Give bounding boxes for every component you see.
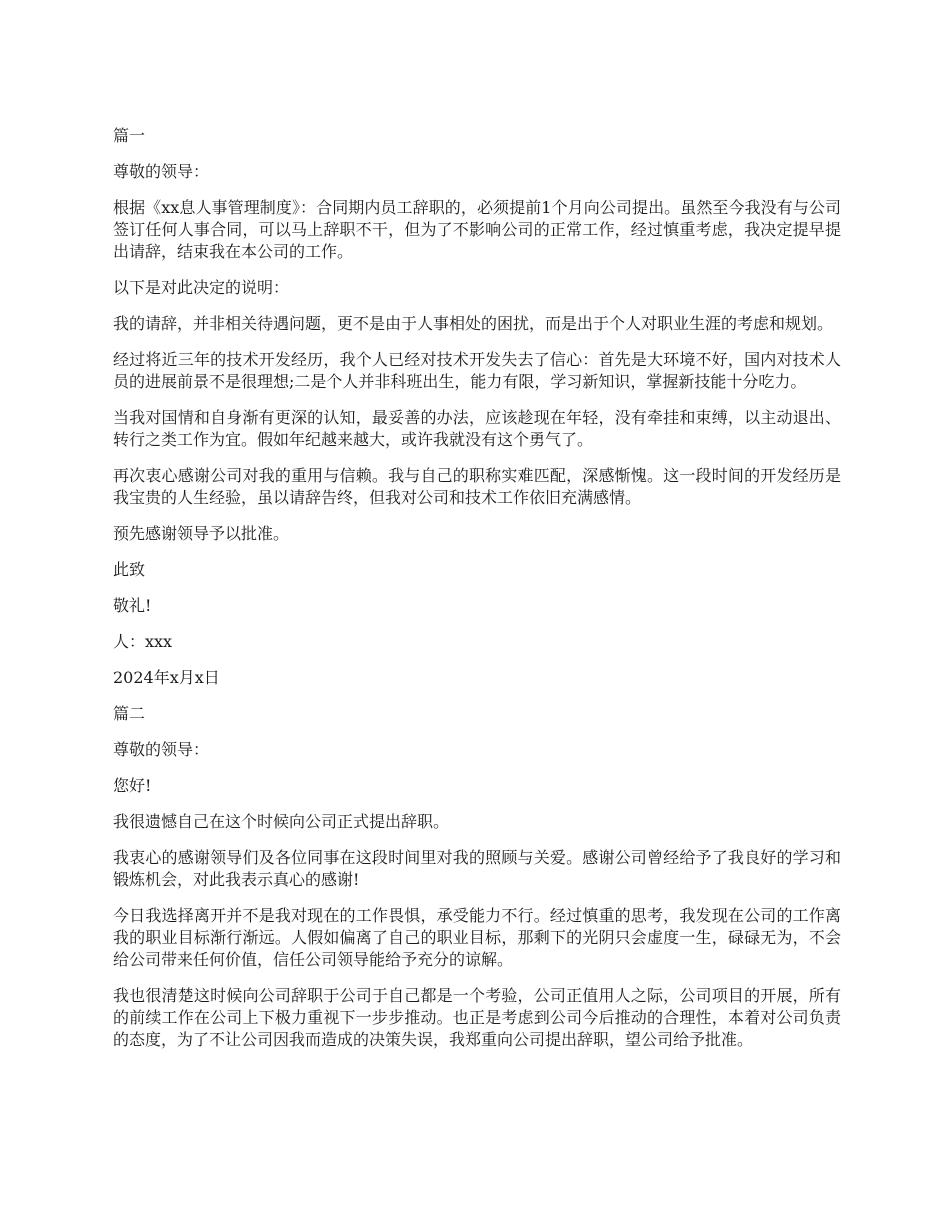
paragraph: 今日我选择离开并不是我对现在的工作畏惧，承受能力不行。经过慎重的思考，我发现在公司的工作离我的职业目标渐行渐远。人假如偏离了自己的职业目标，那剩下的光阴只会虚度一生，碌碌无为，不会给公司带来任何价值，信任公司领导能给予充分的谅解。 <box>113 906 841 969</box>
signature-name: 人：xxx <box>113 632 173 651</box>
paragraph: 我很遗憾自己在这个时候向公司正式提出辞职。 <box>113 812 450 831</box>
signature-date: 2024年x月x日 <box>113 668 220 687</box>
section-heading-1: 篇一 <box>113 126 146 145</box>
closing-line: 此致 <box>113 560 146 579</box>
section-heading-2: 篇二 <box>113 704 146 723</box>
greeting: 您好! <box>113 776 152 795</box>
paragraph: 根据《xx息人事管理制度》：合同期内员工辞职的，必须提前1个月向公司提出。虽然至今我没有与公司签订任何人事合同，可以马上辞职不干，但为了不影响公司的正常工作，经过慎重考虑，我决定提早提出请辞，结束我在本公司的工作。 <box>113 198 841 261</box>
paragraph: 预先感谢领导予以批准。 <box>113 524 290 543</box>
paragraph: 我的请辞，并非相关待遇问题，更不是由于人事相处的困扰，而是出于个人对职业生涯的考虑和规划。 <box>113 314 834 333</box>
paragraph: 以下是对此决定的说明： <box>113 278 290 297</box>
salutation-1: 尊敬的领导： <box>113 162 210 181</box>
closing-regards: 敬礼! <box>113 596 152 615</box>
paragraph: 我也很清楚这时候向公司辞职于公司于自己都是一个考验，公司正值用人之际，公司项目的开展，所有的前续工作在公司上下极力重视下一步步推动。也正是考虑到公司今后推动的合理性，本着对公司负责的态度，为了不让公司因我而造成的决策失误，我郑重向公司提出辞职，望公司给予批准。 <box>113 986 841 1049</box>
salutation-2: 尊敬的领导： <box>113 740 210 759</box>
paragraph: 再次衷心感谢公司对我的重用与信赖。我与自己的职称实难匹配，深感惭愧。这一段时间的开发经历是我宝贵的人生经验，虽以请辞告终，但我对公司和技术工作依旧充满感情。 <box>113 466 841 507</box>
paragraph: 我衷心的感谢领导们及各位同事在这段时间里对我的照顾与关爱。感谢公司曾经给予了我良好的学习和锻炼机会，对此我表示真心的感谢! <box>113 848 841 889</box>
paragraph: 经过将近三年的技术开发经历，我个人已经对技术开发失去了信心：首先是大环境不好，国内对技术人员的进展前景不是很理想;二是个人并非科班出生，能力有限，学习新知识，掌握新技能十分吃力。 <box>113 350 841 391</box>
document-body <box>113 125 841 1065</box>
paragraph: 当我对国情和自身渐有更深的认知，最妥善的办法，应该趁现在年轻，没有牵挂和束缚，以主动退出、转行之类工作为宜。假如年纪越来越大，或许我就没有这个勇气了。 <box>113 408 841 449</box>
